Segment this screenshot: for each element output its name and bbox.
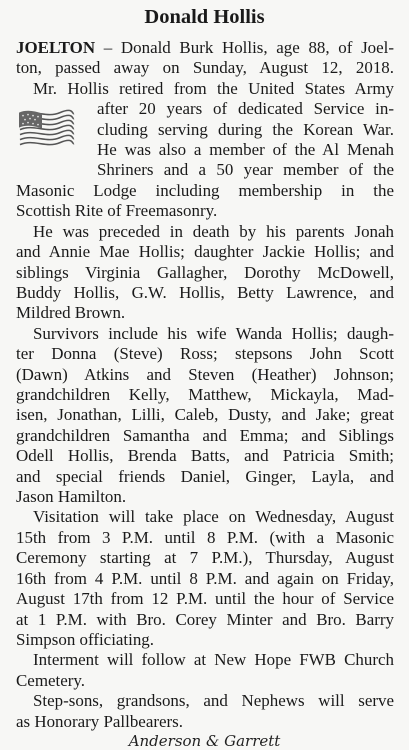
text-line: after 20 years of dedicated Service in- (97, 99, 394, 119)
text-line: grandchildren Kelly, Matthew, Mickayla, Mad- (16, 385, 394, 404)
text-line: Scottish Rite of Freemasonry. (16, 201, 218, 221)
text-line: ton, passed away on Sunday, August 12, 2018. (16, 58, 394, 78)
text-line: Survivors include his wife Wanda Hollis; daugh- (33, 323, 394, 343)
line-text: – Donald Burk Hollis, age 88, of Joel- (95, 38, 394, 57)
text-line: Visitation will take place on Wednesday, August (33, 507, 394, 527)
text-line: Ceremony starting at 7 P.M.), Thursday, August (16, 548, 394, 568)
dateline: JOELTON (16, 38, 96, 57)
text-line: ter Donna (Steve) Ross; stepsons John Scott (16, 344, 394, 364)
text-line: and special friends Daniel, Ginger, Layla, and (16, 466, 394, 486)
funeral-home-signature: Anderson & Garrett (128, 733, 281, 749)
text-line: grandchildren Samantha and Emma; and Siblings (16, 425, 394, 445)
text-line: Step-sons, grandsons, and Nephews will serve (33, 691, 394, 711)
text-line: Interment will follow at New Hope FWB Church (33, 650, 394, 670)
text-line: Cemetery. (16, 670, 85, 690)
text-line: (Dawn) Atkins and Steven (Heather) Johnson; (16, 364, 394, 384)
text-line: cluding serving during the Korean War. (97, 119, 394, 139)
text-line: at 1 P.M. with Bro. Corey Minter and Bro. Barry (16, 609, 394, 629)
text-line (16, 38, 394, 58)
obituary-title: Donald Hollis (144, 6, 265, 28)
american-flag-image (16, 99, 76, 160)
text-line: Simpson officiating. (16, 629, 155, 649)
text-line: He was also a member of the Al Menah (97, 140, 394, 160)
text-line: isen, Jonathan, Lilli, Caleb, Dusty, and Jake; great (16, 405, 394, 425)
text-line: as Honorary Pallbearers. (16, 711, 183, 731)
text-line: August 17th from 12 P.M. until the hour of Service (16, 589, 394, 609)
text-line: Masonic Lodge including membership in the (16, 180, 394, 200)
text-line: 16th from 4 P.M. until 8 P.M. and again on Friday, (16, 568, 394, 588)
text-line: Mr. Hollis retired from the United States Army (33, 78, 394, 98)
text-line: Odell Hollis, Brenda Batts, and Patricia Smith; (16, 446, 394, 466)
text-line: Jason Hamilton. (16, 487, 127, 507)
text-line: siblings Virginia Gallagher, Dorothy McDowell, (16, 262, 394, 282)
text-line: and Annie Mae Hollis; daughter Jackie Hollis; and (16, 242, 394, 262)
text-line: Shriners and a 50 year member of the (97, 160, 394, 180)
text-line: 15th from 3 P.M. until 8 P.M. (with a Masonic (16, 527, 394, 547)
text-line: Buddy Hollis, G.W. Hollis, Betty Lawrence, and (16, 282, 394, 302)
text-line: Mildred Brown. (16, 303, 126, 323)
text-line: He was preceded in death by his parents Jonah (33, 221, 394, 241)
